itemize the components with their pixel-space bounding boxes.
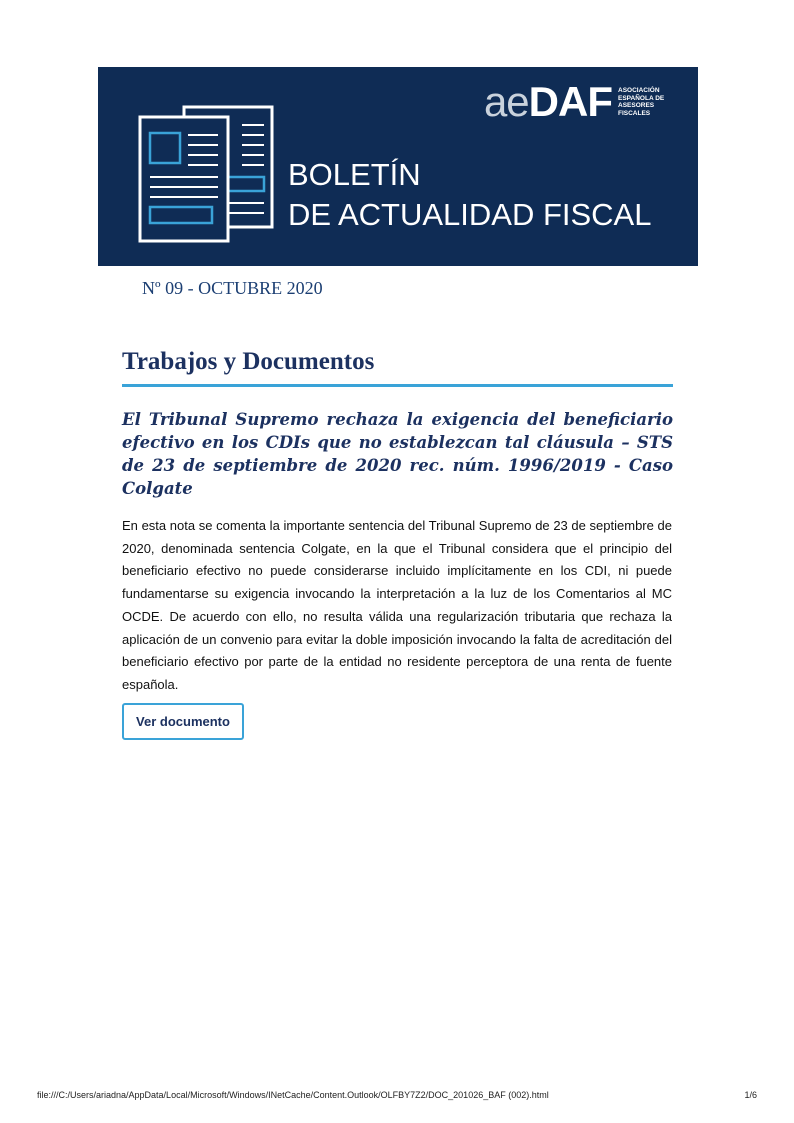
bulletin-title-line2: DE ACTUALIDAD FISCAL (288, 197, 652, 232)
article-body: En esta nota se comenta la importante sentencia del Tribunal Supremo de 23 de septiembre de 2020, denominada sentencia Colgate, en la que el Tribunal considera que el principio del beneficiario efectivo no puede considerarse incluido implícitamente en los CDI, ni puede fundamentarse su exigencia invocando la interpretación a la luz de los Comentarios al MC OCDE. De acuerdo con ello, no resulta válida una regularización tributaria que rechaza la aplicación de un convenio para evitar la doble imposición invocando la falta de acreditación del beneficiario efectivo por parte de la entidad no residente perceptora de una renta de fuente española. (122, 518, 672, 692)
section-title: Trabajos y Documentos (122, 348, 673, 387)
footer-file-path: file:///C:/Users/ariadna/AppData/Local/Microsoft/Windows/INetCache/Content.Outlook/OLFBY7Z2/DOC_201026_BAF (002).html (37, 1090, 549, 1100)
article-title: El Tribunal Supremo rechaza la exigencia del beneficiario efectivo en los CDIs que no establezcan tal cláusula – STS de 23 de septiembre de 2020 rec. núm. 1996/2019 - Caso Colgate (122, 410, 673, 498)
bulletin-title (288, 155, 651, 235)
view-document-button[interactable]: Ver documento (122, 703, 244, 740)
issue-number: Nº 09 - OCTUBRE 2020 (142, 278, 323, 298)
bulletin-title-line1: BOLETÍN (288, 157, 421, 192)
brand-subtitle: ASOCIACIÓN ESPAÑOLA DE ASESORES FISCALES (618, 87, 665, 117)
header-banner (98, 67, 698, 266)
documents-icon (136, 103, 286, 245)
brand-name: aeDAF (483, 78, 612, 125)
aedaf-logo (483, 78, 678, 125)
footer-page-number: 1/6 (744, 1090, 757, 1100)
